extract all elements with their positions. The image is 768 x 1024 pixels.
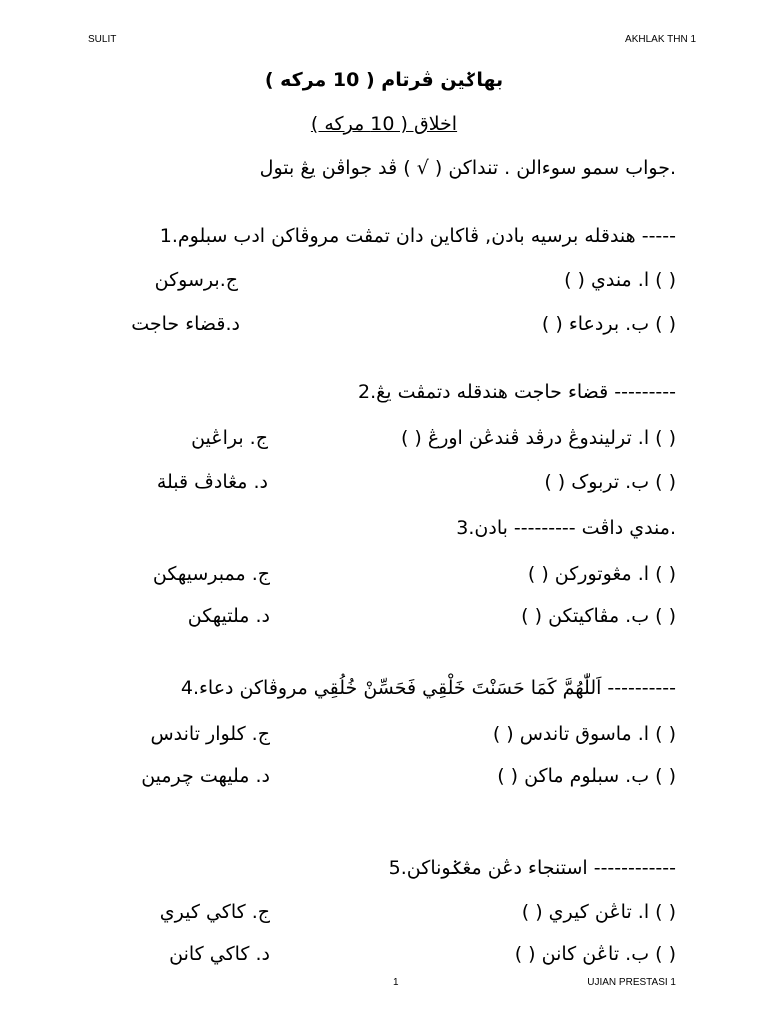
question-5-option-c: ج. كاكي كيري (159, 901, 270, 923)
section-subtitle (0, 112, 768, 136)
page-number: 1 (393, 977, 399, 988)
question-4-stem: ---------- اَللّٰهُمَّ كَمَا حَسَنْتَ خَلْقِي فَحَسِّنْ خُلُقِي مروڤاكن دعاء.4 (180, 677, 676, 699)
question-4-option-d: د. مليهت چرمين (141, 765, 270, 787)
page-title: بهاݢين ڤرتام ( 10 مركه ) (264, 69, 504, 91)
header-left: SULIT (88, 34, 117, 45)
question-1-option-a[interactable]: ( ) ا. مندي ( ) (564, 269, 676, 291)
question-1-option-d: د.قضاء حاجت (131, 313, 240, 335)
question-1-stem: ----- هندقله برسيه بادن, ڤاكاين دان تمڤت مروڤاكن ادب سبلوم.1 (159, 225, 676, 247)
question-3-option-c: ج. ممبرسيهكن (152, 563, 270, 585)
question-4-option-a[interactable]: ( ) ا. ماسوق تاندس ( ) (492, 723, 676, 745)
question-3-option-d: د. ملتيهكن (187, 605, 270, 627)
question-2-stem: --------- قضاء حاجت هندقله دتمڤت يڠ.2 (358, 381, 676, 403)
instruction: .جواب سمو سوءالن . تنداكن ( √ ) ڤد جواڤن يڠ بتول (259, 157, 676, 179)
question-2-option-c: ج. براڠين (191, 427, 268, 449)
footer-right: UJIAN PRESTASI 1 (587, 977, 676, 988)
question-5-stem: ------------ استنجاء دڠن مڠݢوناكن.5 (388, 857, 676, 879)
question-3-stem: .مندي داڤت --------- بادن.3 (456, 517, 676, 539)
question-5-option-a[interactable]: ( ) ا. تاڠن كيري ( ) (521, 901, 676, 923)
question-3-option-a[interactable]: ( ) ا. مڠوتوركن ( ) (527, 563, 676, 585)
question-2-option-b[interactable]: ( ) ب. تربوک ( ) (544, 471, 676, 493)
question-2-option-a[interactable]: ( ) ا. ترليندوڠ درڤد ڤندڠن اورڠ ( ) (400, 427, 676, 449)
question-5-option-d: د. كاكي كانن (169, 943, 270, 965)
question-3-option-b[interactable]: ( ) ب. مڤاكيتكن ( ) (521, 605, 676, 627)
subtitle-text: اخلاق ( 10 مركه ) (310, 113, 458, 135)
question-4-option-c: ج. كلوار تاندس (150, 723, 270, 745)
question-1-option-c: ج.برسوكن (154, 269, 238, 291)
header-right: AKHLAK THN 1 (625, 34, 696, 45)
question-5-option-b[interactable]: ( ) ب. تاڠن كانن ( ) (514, 943, 676, 965)
question-1-option-b[interactable]: ( ) ب. بردعاء ( ) (541, 313, 676, 335)
question-4-option-b[interactable]: ( ) ب. سبلوم ماكن ( ) (497, 765, 676, 787)
question-2-option-d: د. مڠادڤ قبلة (156, 471, 268, 493)
